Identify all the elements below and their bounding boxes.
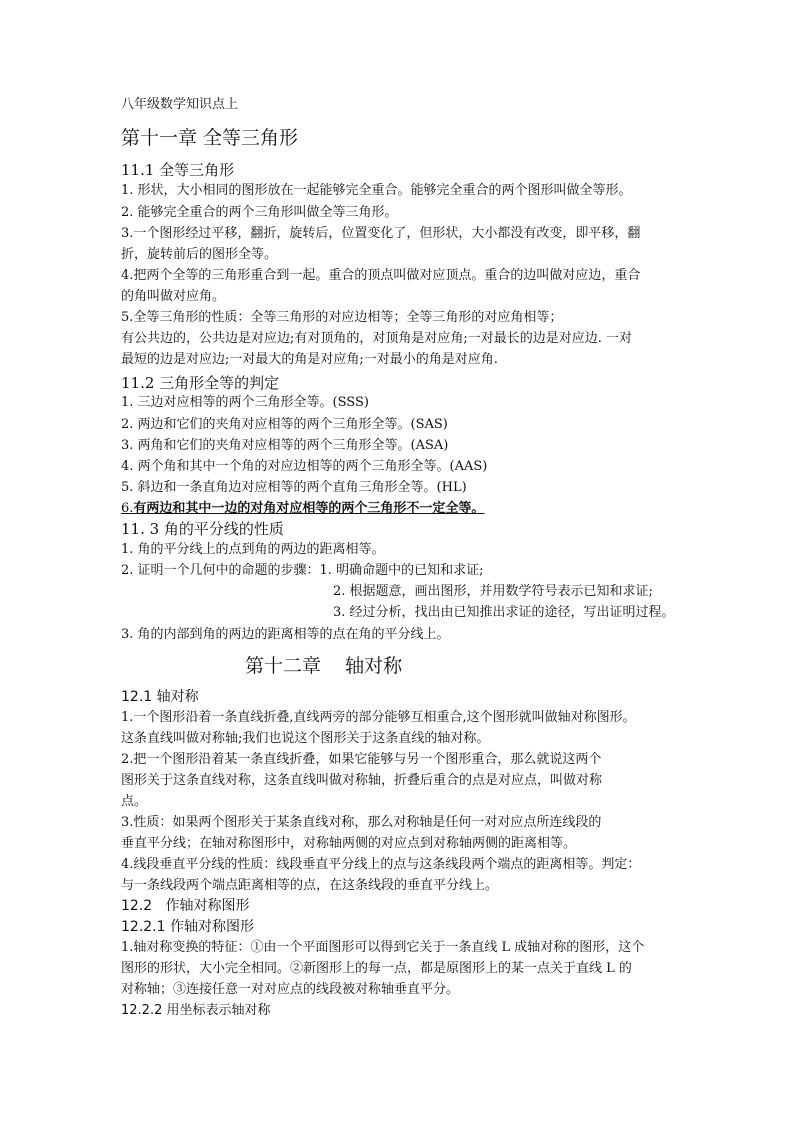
paragraph-line: 1.一个图形沿着一条直线折叠,直线两旁的部分能够互相重合,这个图形就叫做轴对称图形。 bbox=[121, 710, 636, 725]
subsection-12-2-2-heading: 12.2.2 用坐标表示轴对称 bbox=[121, 1003, 271, 1018]
list-item: 3. 角的内部到角的两边的距离相等的点在角的平分线上。 bbox=[121, 627, 450, 642]
paragraph-line: 点。 bbox=[121, 794, 148, 809]
paragraph-line: 2.把一个图形沿着某一条直线折叠，如果它能够与另一个图形重合，那么就说这两个 bbox=[121, 752, 602, 767]
paragraph-line: 3.性质：如果两个图形关于某条直线对称，那么对称轴是任何一对对应点所连线段的 bbox=[121, 815, 602, 830]
list-item: 1. 角的平分线上的点到角的两边的距离相等。 bbox=[121, 542, 385, 557]
paragraph-line: 5.全等三角形的性质：全等三角形的对应边相等；全等三角形的对应角相等； bbox=[121, 310, 563, 325]
list-item: 2. 证明一个几何中的命题的步骤：1. 明确命题中的已知和求证; bbox=[121, 563, 484, 578]
subsection-12-2-1-heading: 12.2.1 作轴对称图形 bbox=[121, 919, 254, 935]
paragraph-line: 折，旋转前后的图形全等。 bbox=[121, 247, 278, 262]
section-11-3-heading: 11. 3 角的平分线的性质 bbox=[121, 520, 284, 538]
paragraph-line: 1.轴对称变换的特征：①由一个平面图形可以得到它关于一条直线 L 成轴对称的图形，这个 bbox=[121, 940, 645, 955]
section-11-1-heading: 11.1 全等三角形 bbox=[121, 161, 235, 179]
list-item: 2. 两边和它们的夹角对应相等的两个三角形全等。(SAS) bbox=[121, 417, 448, 432]
note-text: 有两边和其中一边的对角对应相等的两个三角形不一定全等。 bbox=[133, 501, 485, 516]
paragraph-line: 有公共边的，公共边是对应边;有对顶角的，对顶角是对应角;一对最长的边是对应边. 一对 bbox=[121, 331, 633, 346]
chapter-11-heading: 第十一章 全等三角形 bbox=[121, 127, 299, 149]
section-11-2-heading: 11.2 三角形全等的判定 bbox=[121, 374, 280, 392]
paragraph-line: 图形关于这条直线对称，这条直线叫做对称轴，折叠后重合的点是对应点，叫做对称 bbox=[121, 773, 603, 788]
paragraph-line: 与一条线段两个端点距离相等的点，在这条线段的垂直平分线上。 bbox=[121, 878, 499, 893]
paragraph-line: 的角叫做对应角。 bbox=[121, 289, 226, 304]
list-item: 4. 两个角和其中一个角的对应边相等的两个三角形全等。(AAS) bbox=[121, 459, 488, 474]
paragraph-line: 对称轴；③连接任意一对对应点的线段被对称轴垂直平分。 bbox=[121, 982, 460, 997]
list-item-note bbox=[121, 500, 484, 518]
section-12-2-heading: 12.2 作轴对称图形 bbox=[121, 898, 250, 914]
paragraph-line: 1. 形状，大小相同的图形放在一起能够完全重合。能够完全重合的两个图形叫做全等形。 bbox=[121, 183, 632, 198]
paragraph-line: 垂直平分线；在轴对称图形中，对称轴两侧的对应点到对称轴两侧的距离相等。 bbox=[121, 836, 577, 851]
chapter-12-heading: 第十二章 轴对称 bbox=[245, 655, 403, 677]
paragraph-line: 4.把两个全等的三角形重合到一起。重合的顶点叫做对应顶点。重合的边叫做对应边，重合 bbox=[121, 268, 641, 283]
paragraph-line: 3.一个图形经过平移，翻折，旋转后，位置变化了，但形状，大小都没有改变，即平移，翻 bbox=[121, 226, 641, 241]
document-title: 八年级数学知识点上 bbox=[121, 97, 239, 112]
paragraph-line: 最短的边是对应边;一对最大的角是对应角;一对最小的角是对应角. bbox=[121, 352, 498, 367]
note-number: 6. bbox=[121, 501, 134, 516]
paragraph-line: 这条直线叫做对称轴;我们也说这个图形关于这条直线的轴对称。 bbox=[121, 731, 490, 746]
list-item: 1. 三边对应相等的两个三角形全等。(SSS) bbox=[121, 395, 369, 410]
paragraph-line: 4.线段垂直平分线的性质：线段垂直平分线上的点与这条线段两个端点的距离相等。判定： bbox=[121, 857, 641, 872]
paragraph-line: 图形的形状，大小完全相同。②新图形上的每一点，都是原图形上的某一点关于直线 L 的 bbox=[121, 961, 632, 976]
paragraph-line: 2. 能够完全重合的两个三角形叫做全等三角形。 bbox=[121, 205, 398, 220]
list-item: 5. 斜边和一条直角边对应相等的两个直角三角形全等。(HL) bbox=[121, 480, 467, 495]
list-item: 3. 两角和它们的夹角对应相等的两个三角形全等。(ASA) bbox=[121, 438, 449, 453]
section-12-1-heading: 12.1 轴对称 bbox=[121, 689, 199, 705]
list-sub-item: 3. 经过分析，找出由已知推出求证的途径，写出证明过程。 bbox=[333, 605, 675, 620]
list-sub-item: 2. 根据题意，画出图形，并用数学符号表示已知和求证; bbox=[333, 584, 653, 599]
